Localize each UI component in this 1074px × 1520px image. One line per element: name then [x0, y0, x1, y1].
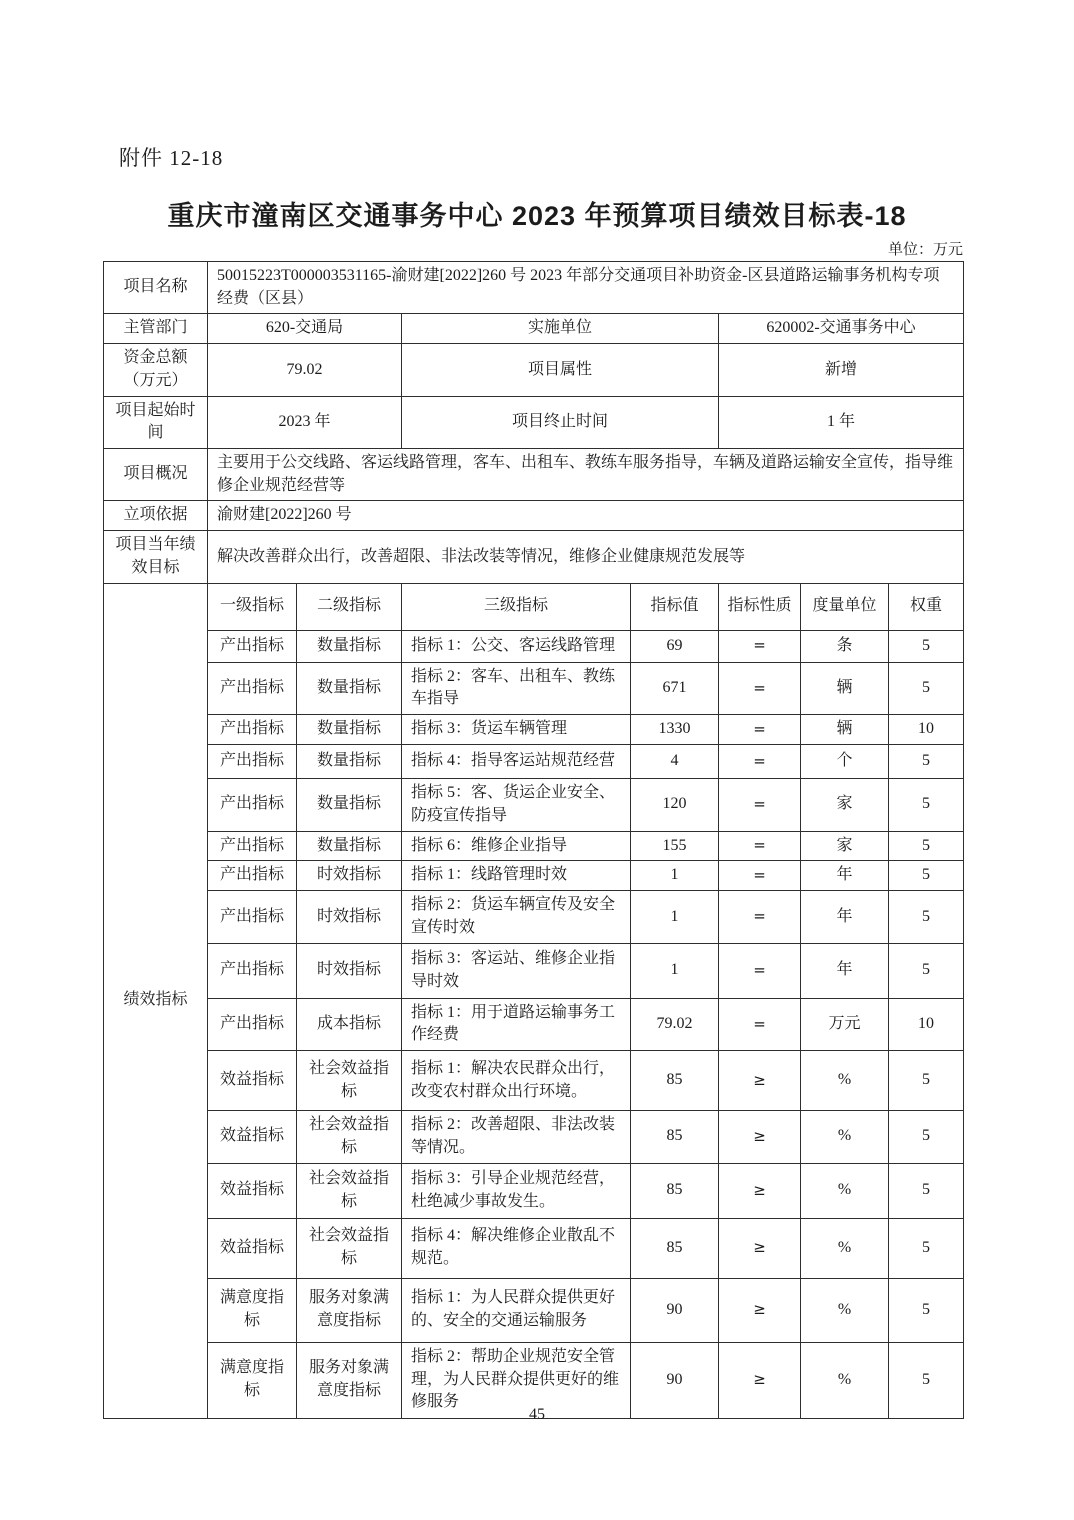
row-basis	[104, 501, 964, 531]
indicator-cell-weight: 5	[889, 1278, 964, 1342]
indicator-cell-unit: 年	[801, 861, 889, 891]
overview-value: 主要用于公交线路、客运线路管理，客车、出租车、教练车服务指导，车辆及道路运输安全宣传，指导维修企业规范经营等	[208, 449, 964, 501]
indicator-cell-level1: 产出指标	[208, 715, 297, 745]
indicator-cell-unit: %	[801, 1342, 889, 1418]
indicator-cell-unit: %	[801, 1218, 889, 1278]
page-number: 45	[529, 1406, 545, 1423]
indicator-cell-level1: 效益指标	[208, 1051, 297, 1111]
indicator-cell-level1: 产出指标	[208, 831, 297, 861]
unit-note: 单位：万元	[887, 242, 963, 258]
indicator-cell-level2: 数量指标	[297, 745, 402, 779]
indicator-cell-level2: 服务对象满意度指标	[297, 1342, 402, 1418]
indicator-row	[104, 1051, 964, 1111]
project-name-label: 项目名称	[104, 262, 208, 314]
indicator-cell-level1: 满意度指标	[208, 1278, 297, 1342]
indicator-cell-unit: 个	[801, 745, 889, 779]
indicator-cell-unit: %	[801, 1111, 889, 1163]
indicator-cell-level2: 社会效益指标	[297, 1051, 402, 1111]
indicator-row	[104, 831, 964, 861]
row-fund	[104, 344, 964, 396]
row-overview	[104, 449, 964, 501]
indicator-cell-unit: %	[801, 1051, 889, 1111]
indicator-row	[104, 1218, 964, 1278]
indicator-cell-level3: 指标 1：解决农民群众出行，改变农村群众出行环境。	[402, 1051, 631, 1111]
indicator-cell-weight: 5	[889, 1051, 964, 1111]
indicator-cell-nature: ≥	[719, 1051, 801, 1111]
indicator-cell-weight: 10	[889, 998, 964, 1050]
indicator-cell-level2: 社会效益指标	[297, 1111, 402, 1163]
goal-label: 项目当年绩效目标	[104, 531, 208, 583]
end-value: 1 年	[719, 396, 964, 448]
indicator-cell-nature: =	[719, 745, 801, 779]
attr-value: 新增	[719, 344, 964, 396]
header-weight: 权重	[889, 583, 964, 630]
indicator-cell-level2: 数量指标	[297, 831, 402, 861]
indicator-cell-value: 85	[631, 1111, 719, 1163]
indicator-cell-value: 90	[631, 1278, 719, 1342]
indicator-cell-level2: 时效指标	[297, 943, 402, 998]
indicator-cell-weight: 5	[889, 1163, 964, 1218]
indicator-cell-value: 85	[631, 1163, 719, 1218]
indicator-cell-value: 85	[631, 1051, 719, 1111]
indicator-cell-level2: 成本指标	[297, 998, 402, 1050]
indicator-cell-value: 85	[631, 1218, 719, 1278]
indicator-cell-level3: 指标 2：货运车辆宣传及安全宣传时效	[402, 891, 631, 943]
indicator-cell-level1: 满意度指标	[208, 1342, 297, 1418]
indicator-row	[104, 943, 964, 998]
end-label: 项目终止时间	[402, 396, 719, 448]
dept-value: 620-交通局	[208, 314, 402, 344]
indicator-row	[104, 998, 964, 1050]
indicator-row	[104, 891, 964, 943]
indicator-cell-unit: %	[801, 1163, 889, 1218]
indicator-cell-unit: 家	[801, 831, 889, 861]
indicator-header-row	[104, 583, 964, 630]
indicator-cell-level3: 指标 1：线路管理时效	[402, 861, 631, 891]
page-title: 重庆市潼南区交通事务中心 2023 年预算项目绩效目标表-18	[167, 201, 907, 231]
indicator-cell-level3: 指标 1：公交、客运线路管理	[402, 630, 631, 662]
indicator-cell-value: 1	[631, 891, 719, 943]
indicator-cell-weight: 5	[889, 1342, 964, 1418]
indicator-cell-level1: 效益指标	[208, 1163, 297, 1218]
indicator-row	[104, 662, 964, 714]
indicator-cell-unit: 辆	[801, 715, 889, 745]
indicator-row	[104, 715, 964, 745]
start-label: 项目起始时间	[104, 396, 208, 448]
indicator-cell-level2: 数量指标	[297, 630, 402, 662]
attachment-label: 附件 12-18	[119, 146, 224, 170]
indicator-cell-nature: ≥	[719, 1342, 801, 1418]
indicator-cell-level3: 指标 3：客运站、维修企业指导时效	[402, 943, 631, 998]
indicator-cell-nature: =	[719, 998, 801, 1050]
indicator-cell-unit: 辆	[801, 662, 889, 714]
row-dates	[104, 396, 964, 448]
indicator-cell-level3: 指标 6：维修企业指导	[402, 831, 631, 861]
indicator-cell-level2: 时效指标	[297, 861, 402, 891]
indicator-cell-level2: 数量指标	[297, 662, 402, 714]
row-department	[104, 314, 964, 344]
overview-label: 项目概况	[104, 449, 208, 501]
header-value: 指标值	[631, 583, 719, 630]
indicator-cell-nature: =	[719, 861, 801, 891]
indicator-cell-unit: 万元	[801, 998, 889, 1050]
indicator-cell-level1: 产出指标	[208, 630, 297, 662]
impl-label: 实施单位	[402, 314, 719, 344]
indicator-cell-nature: =	[719, 943, 801, 998]
project-name-value: 50015223T000003531165-渝财建[2022]260 号 2023 年部分交通项目补助资金-区县道路运输事务机构专项经费（区县）	[208, 262, 964, 314]
indicator-cell-value: 1	[631, 861, 719, 891]
indicator-cell-nature: =	[719, 630, 801, 662]
indicator-cell-level3: 指标 2：改善超限、非法改装等情况。	[402, 1111, 631, 1163]
indicator-cell-level3: 指标 1：为人民群众提供更好的、安全的交通运输服务	[402, 1278, 631, 1342]
indicator-cell-nature: =	[719, 715, 801, 745]
indicator-cell-weight: 5	[889, 745, 964, 779]
indicator-cell-value: 4	[631, 745, 719, 779]
indicator-cell-value: 90	[631, 1342, 719, 1418]
header-unit: 度量单位	[801, 583, 889, 630]
indicator-cell-weight: 5	[889, 861, 964, 891]
indicator-cell-nature: =	[719, 662, 801, 714]
header-level2: 二级指标	[297, 583, 402, 630]
indicator-cell-nature: ≥	[719, 1111, 801, 1163]
attr-label: 项目属性	[402, 344, 719, 396]
indicator-cell-weight: 5	[889, 662, 964, 714]
goal-value: 解决改善群众出行，改善超限、非法改装等情况，维修企业健康规范发展等	[208, 531, 964, 583]
indicator-cell-nature: ≥	[719, 1163, 801, 1218]
header-level1: 一级指标	[208, 583, 297, 630]
indicator-cell-level3: 指标 1：用于道路运输事务工作经费	[402, 998, 631, 1050]
indicator-cell-weight: 5	[889, 1218, 964, 1278]
indicator-cell-level1: 产出指标	[208, 998, 297, 1050]
indicator-cell-weight: 5	[889, 891, 964, 943]
indicator-section-label: 绩效指标	[104, 583, 208, 1418]
indicator-cell-value: 120	[631, 779, 719, 831]
indicator-cell-level2: 数量指标	[297, 779, 402, 831]
indicator-cell-level1: 效益指标	[208, 1111, 297, 1163]
impl-value: 620002-交通事务中心	[719, 314, 964, 344]
indicator-row	[104, 630, 964, 662]
indicator-cell-value: 671	[631, 662, 719, 714]
indicator-cell-weight: 10	[889, 715, 964, 745]
indicator-cell-weight: 5	[889, 630, 964, 662]
indicator-row	[104, 1278, 964, 1342]
indicator-cell-value: 79.02	[631, 998, 719, 1050]
indicator-cell-weight: 5	[889, 943, 964, 998]
indicator-cell-level1: 产出指标	[208, 891, 297, 943]
dept-label: 主管部门	[104, 314, 208, 344]
indicator-cell-level3: 指标 2：客车、出租车、教练车指导	[402, 662, 631, 714]
indicator-cell-level3: 指标 4：指导客运站规范经营	[402, 745, 631, 779]
indicator-row	[104, 1111, 964, 1163]
indicator-row	[104, 861, 964, 891]
indicator-cell-level1: 产出指标	[208, 662, 297, 714]
performance-target-table	[103, 261, 964, 1419]
indicator-cell-level3: 指标 4：解决维修企业散乱不规范。	[402, 1218, 631, 1278]
indicator-cell-level2: 数量指标	[297, 715, 402, 745]
basis-value: 渝财建[2022]260 号	[208, 501, 964, 531]
indicator-row	[104, 1163, 964, 1218]
indicator-cell-nature: ≥	[719, 1218, 801, 1278]
basis-label: 立项依据	[104, 501, 208, 531]
indicator-cell-nature: =	[719, 779, 801, 831]
indicator-cell-weight: 5	[889, 831, 964, 861]
header-nature: 指标性质	[719, 583, 801, 630]
start-value: 2023 年	[208, 396, 402, 448]
indicator-cell-level1: 产出指标	[208, 779, 297, 831]
indicator-cell-weight: 5	[889, 1111, 964, 1163]
header-level3: 三级指标	[402, 583, 631, 630]
indicator-row	[104, 779, 964, 831]
indicator-cell-level3: 指标 2：帮助企业规范安全管理，为人民群众提供更好的维修服务	[402, 1342, 631, 1418]
indicator-cell-value: 1	[631, 943, 719, 998]
indicator-cell-unit: 年	[801, 943, 889, 998]
indicator-cell-level3: 指标 5：客、货运企业安全、防疫宣传指导	[402, 779, 631, 831]
indicator-cell-unit: 条	[801, 630, 889, 662]
indicator-cell-level2: 服务对象满意度指标	[297, 1278, 402, 1342]
fund-label: 资金总额（万元）	[104, 344, 208, 396]
indicator-cell-unit: 家	[801, 779, 889, 831]
indicator-cell-unit: %	[801, 1278, 889, 1342]
indicator-cell-unit: 年	[801, 891, 889, 943]
indicator-cell-value: 1330	[631, 715, 719, 745]
indicator-row	[104, 745, 964, 779]
indicator-cell-value: 69	[631, 630, 719, 662]
row-project-name	[104, 262, 964, 314]
indicator-cell-level2: 时效指标	[297, 891, 402, 943]
indicator-cell-level2: 社会效益指标	[297, 1163, 402, 1218]
indicator-cell-weight: 5	[889, 779, 964, 831]
indicator-cell-level1: 产出指标	[208, 943, 297, 998]
indicator-cell-level2: 社会效益指标	[297, 1218, 402, 1278]
indicator-cell-level3: 指标 3：引导企业规范经营，杜绝减少事故发生。	[402, 1163, 631, 1218]
indicator-cell-level1: 产出指标	[208, 861, 297, 891]
indicator-cell-nature: =	[719, 891, 801, 943]
indicator-cell-level3: 指标 3：货运车辆管理	[402, 715, 631, 745]
indicator-cell-level1: 产出指标	[208, 745, 297, 779]
indicator-cell-value: 155	[631, 831, 719, 861]
indicator-cell-nature: ≥	[719, 1278, 801, 1342]
fund-value: 79.02	[208, 344, 402, 396]
indicator-cell-nature: =	[719, 831, 801, 861]
row-goal	[104, 531, 964, 583]
indicator-cell-level1: 效益指标	[208, 1218, 297, 1278]
